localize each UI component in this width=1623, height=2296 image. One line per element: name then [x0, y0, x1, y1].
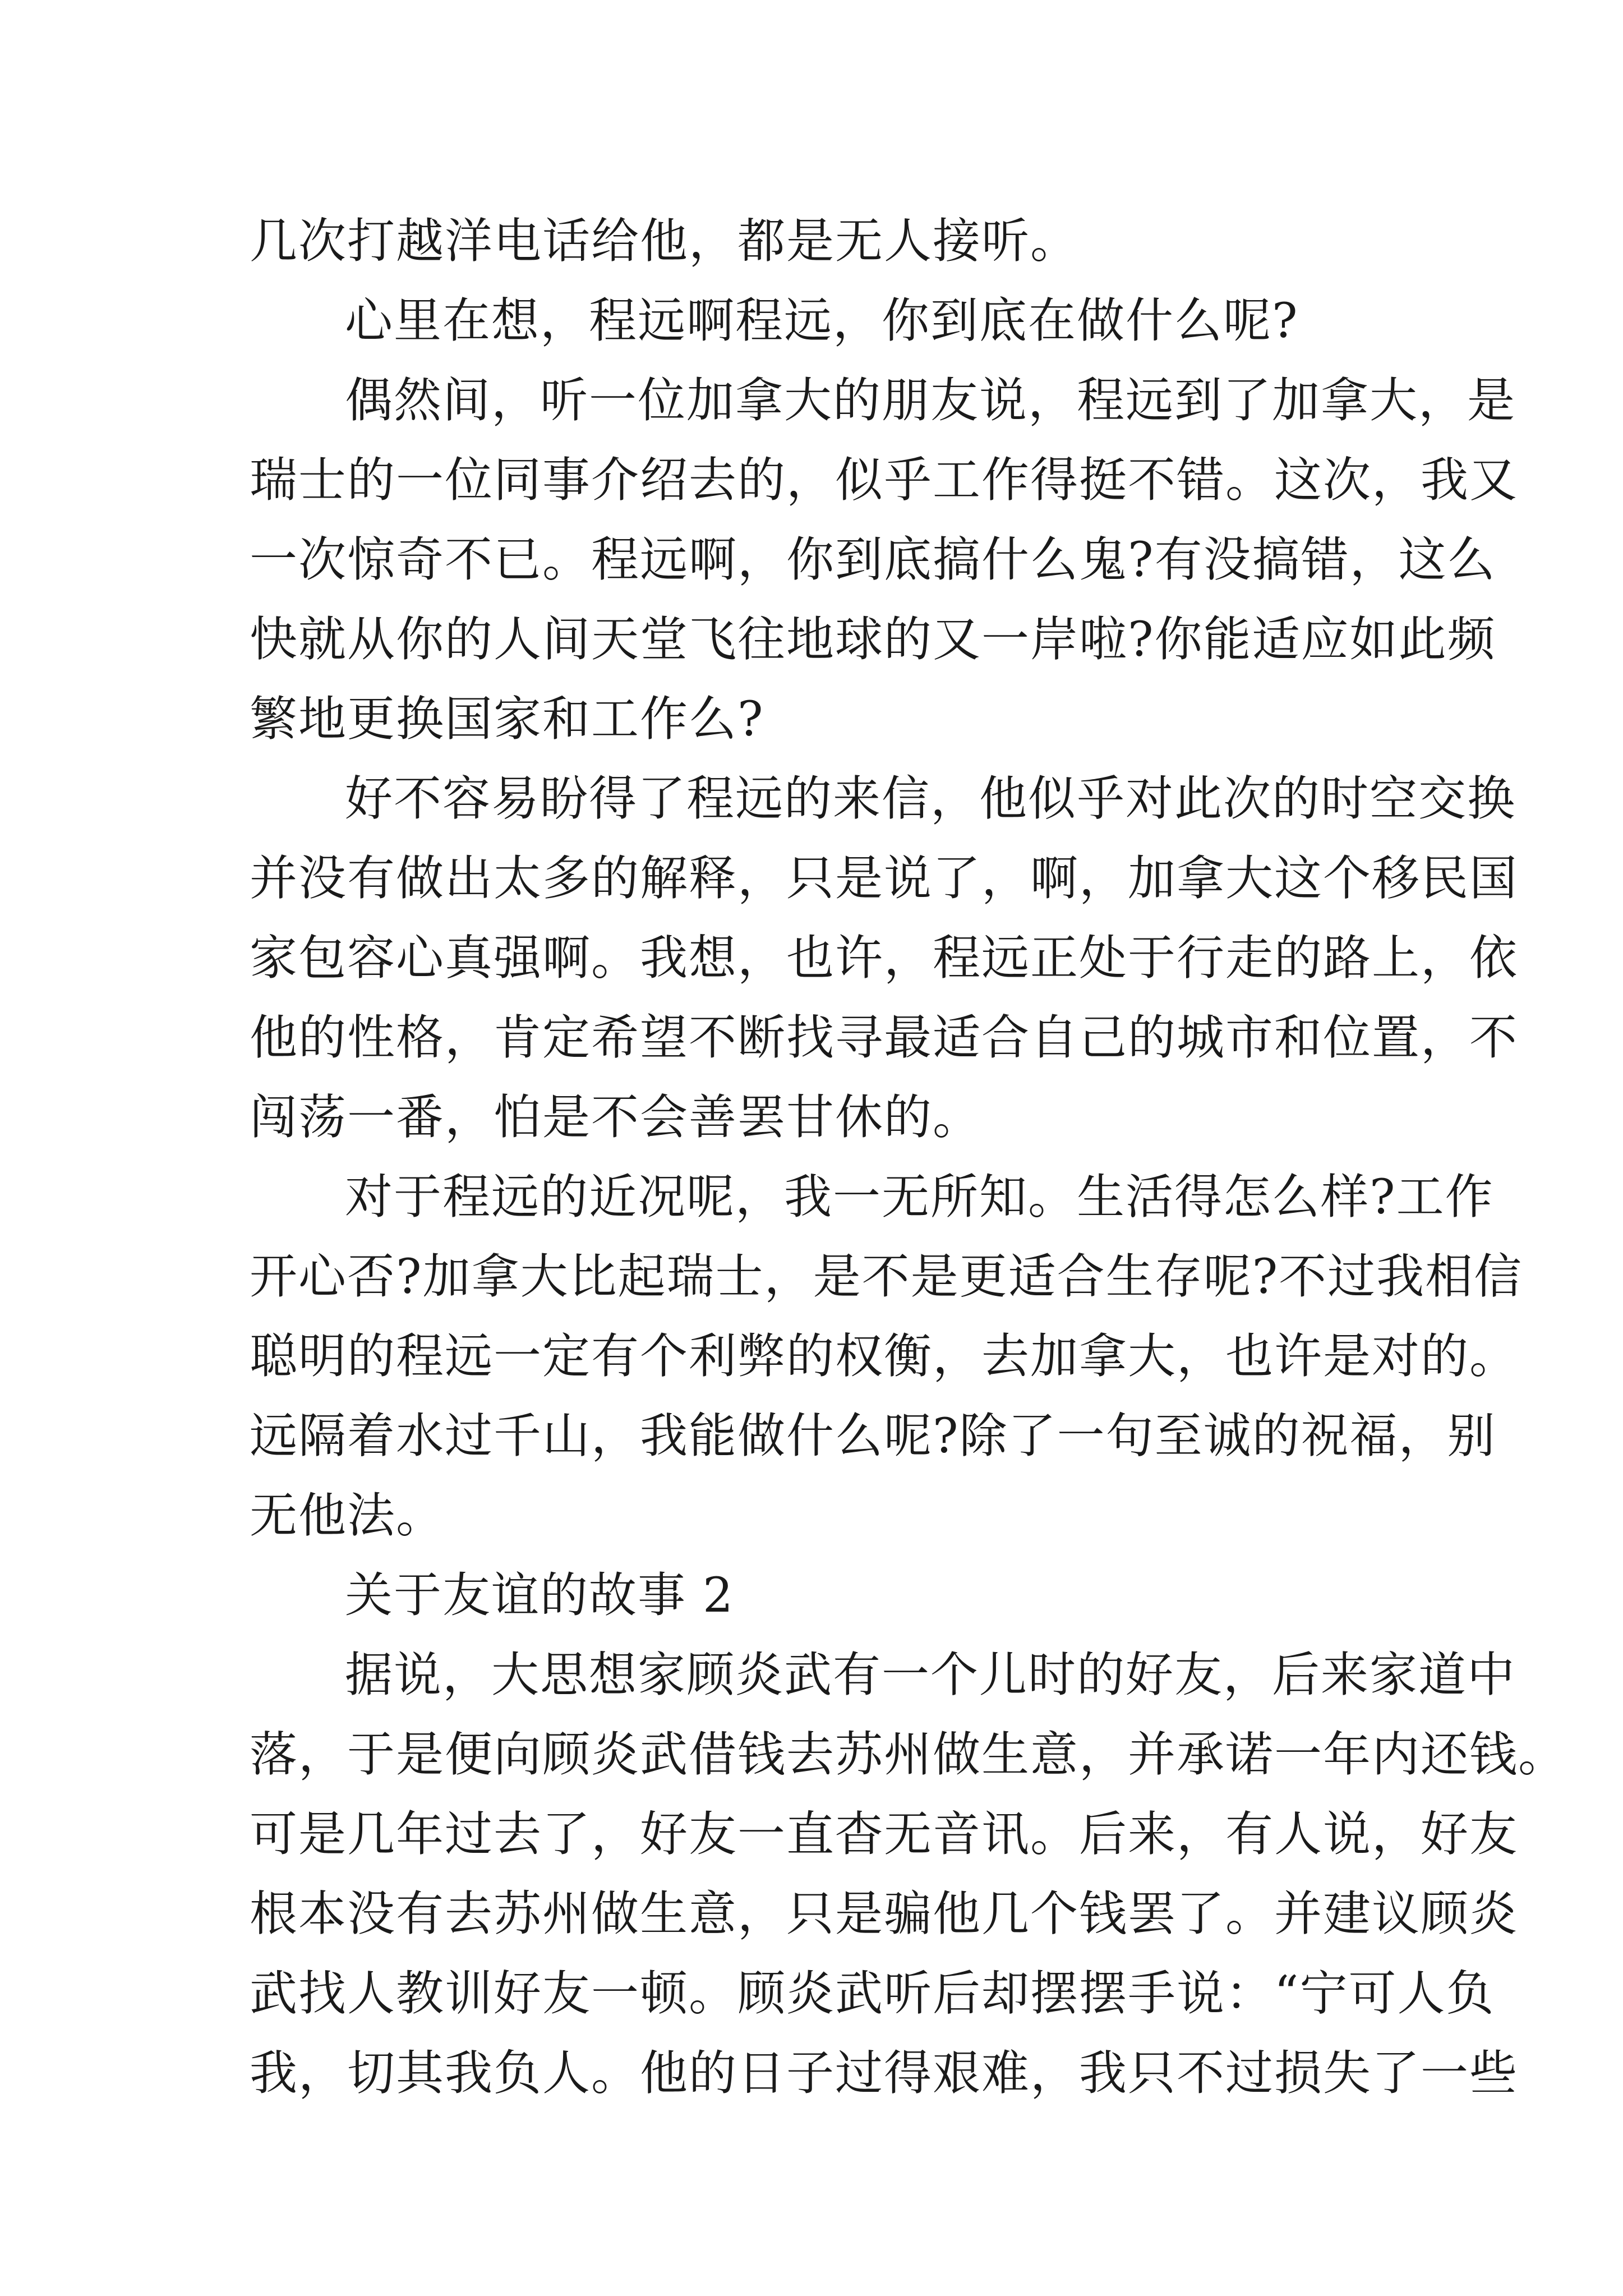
- text-line: 瑞士的一位同事介绍去的，似乎工作得挺不错。这次，我又: [250, 453, 1519, 508]
- text-line: 好不容易盼得了程远的来信，他似乎对此次的时空交换: [345, 771, 1516, 827]
- text-line: 据说，大思想家顾炎武有一个儿时的好友，后来家道中: [345, 1648, 1516, 1703]
- section-heading: [250, 1556, 1394, 1636]
- text-line: 繁地更换国家和工作么?: [250, 692, 764, 747]
- text-line: 快就从你的人间天堂飞往地球的又一岸啦?你能适应如此频: [250, 612, 1496, 668]
- paragraph-7: [250, 1636, 1567, 2114]
- text-line: 家包容心真强啊。我想，也许，程远正处于行走的路上，依: [250, 931, 1519, 986]
- paragraph-5: [250, 1158, 1523, 1556]
- text-line: 落，于是便向顾炎武借钱去苏州做生意，并承诺一年内还钱。: [250, 1727, 1567, 1783]
- text-line: 他的性格，肯定希望不断找寻最适合自己的城市和位置，不: [250, 1010, 1519, 1066]
- paragraph-4: [250, 760, 1519, 1158]
- text-line: 远隔着水过千山，我能做什么呢?除了一句至诚的祝福，别: [250, 1409, 1496, 1464]
- text-line: 武找人教训好友一顿。顾炎武听后却摆摆手说：“宁可人负: [250, 1966, 1495, 2022]
- paragraph-1: [250, 202, 1394, 282]
- text-line: 无他法。: [250, 1488, 445, 1544]
- text-line: 心里在想，程远啊程远，你到底在做什么呢?: [345, 293, 1299, 349]
- text-line: 并没有做出太多的解释，只是说了，啊，加拿大这个移民国: [250, 851, 1519, 907]
- text-line: 几次打越洋电话给他，都是无人接听。: [250, 214, 1080, 269]
- text-line: 我，切其我负人。他的日子过得艰难，我只不过损失了一些: [250, 2046, 1519, 2101]
- text-line: 闯荡一番，怕是不会善罢甘休的。: [250, 1090, 982, 1145]
- paragraph-2: [250, 282, 1394, 361]
- text-line: 对于程远的近况呢，我一无所知。生活得怎么样?工作: [345, 1170, 1494, 1225]
- paragraph-3: [250, 361, 1519, 760]
- text-line: 根本没有去苏州做生意，只是骗他几个钱罢了。并建议顾炎: [250, 1887, 1519, 1942]
- text-line: 可是几年过去了，好友一直杳无音讯。后来，有人说，好友: [250, 1807, 1519, 1862]
- document-body: [250, 202, 1567, 2114]
- text-line: 一次惊奇不已。程远啊，你到底搞什么鬼?有没搞错，这么: [250, 532, 1496, 588]
- text-line: 开心否?加拿大比起瑞士，是不是更适合生存呢?不过我相信: [250, 1249, 1523, 1305]
- text-line: 聪明的程远一定有个利弊的权衡，去加拿大，也许是对的。: [250, 1329, 1519, 1384]
- section-heading-text: 关于友谊的故事 2: [345, 1568, 735, 1623]
- text-line: 偶然间，听一位加拿大的朋友说，程远到了加拿大，是: [345, 373, 1516, 429]
